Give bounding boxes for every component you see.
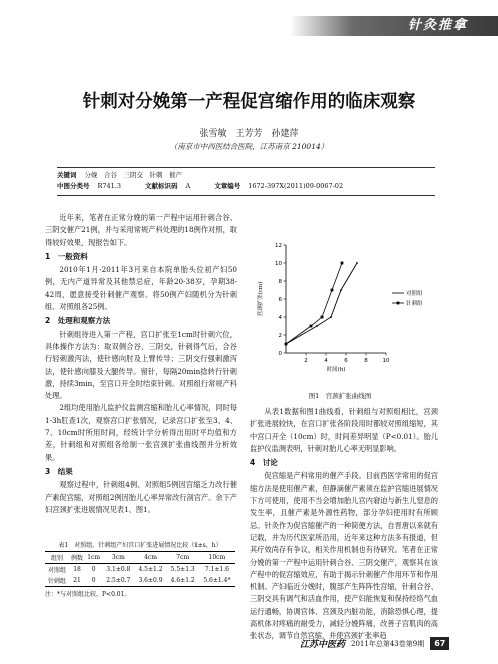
x-tick-label: 6 (344, 358, 348, 364)
y-tick-label: 0 (278, 351, 282, 357)
x-tick-label: 10 (382, 358, 390, 364)
data-point (331, 289, 334, 292)
table-cell: 7.1±1.6 (204, 566, 229, 573)
meta-bottom-rule (57, 195, 435, 196)
figure-caption: 图1 宫颈扩张曲线图 (308, 392, 372, 400)
data-point (356, 262, 358, 264)
data-point (330, 316, 332, 318)
legend-label: 针刺组 (406, 301, 423, 307)
keywords-row (57, 170, 437, 181)
general-data-paragraph: 2010年1月-2011年3月来自本院单胎头位初产妇50例，无内产道异常及其他禁忌症，年龄20-38岁，孕期38-42周，愿意接受针刺催产观察。将50例产妇随机分为针刺组、对照组各25例。 (45, 265, 237, 312)
table-body (45, 551, 235, 587)
table-cell: 5.6±1.4* (203, 577, 231, 584)
table-header-cell: 组别 (51, 555, 64, 562)
table-header-cell: 7cm (176, 554, 190, 561)
article-no-value: 1672-397X(2011)09-0067-02 (248, 182, 344, 190)
banner-title: 针灸推拿 (407, 18, 468, 33)
page-footer (300, 637, 449, 650)
clc-label: 中图分类号 (57, 182, 90, 190)
table-cell: 5.5±1.3 (170, 566, 195, 573)
table-cell: 3.6±0.9 (138, 577, 163, 584)
y-axis-label: 宫颈扩张(cm) (258, 281, 264, 317)
y-tick-label: 12 (275, 243, 282, 249)
data-point (310, 325, 313, 328)
table-cell: 3.1±0.8 (106, 566, 131, 573)
table-cell: 21 (73, 577, 81, 584)
article-authors: 张雪敏 王芳芳 孙建萍 (199, 129, 299, 139)
table-cell: 2.5±0.7 (106, 577, 131, 584)
x-tick-label: 2 (304, 358, 308, 364)
table-header-cell: 10cm (208, 554, 226, 561)
y-tick-label: 6 (278, 297, 282, 303)
table-header-cell: 例数 (71, 555, 84, 562)
meta-top-rule (57, 167, 435, 168)
data-point (341, 262, 344, 265)
article-title: 针刺对分娩第一产程促宫缩作用的临床观察 (82, 92, 416, 112)
x-tick-label: 8 (364, 358, 368, 364)
y-tick-label: 2 (278, 333, 282, 339)
table-row (45, 564, 235, 576)
legend-marker (397, 302, 400, 305)
table-row (45, 575, 235, 587)
results-paragraph: 观察过程中，针刺组4例、对照组5例因宫缩乏力改行催产素促宫缩，对照组2例因胎儿心率异常改行剖宫产。余下产妇宫颈扩张进展情况见表1、图1。 (45, 480, 237, 514)
table-cell: 0 (91, 566, 96, 573)
results-discussion-paragraph: 从表1数据和图1曲线看，针刺组与对照组相比，宫颈扩张进展较快，在宫口扩张各阶段用时都较对照组缩短，其中宫口开全（10cm）时，时间差异明显（P<0.01）。胎儿监护仪监测表明，针刺对胎儿心率无明显影响。 (250, 407, 438, 453)
data-point (285, 343, 288, 346)
data-point (316, 325, 318, 327)
article-affiliation: （南京市中西医结合医院，江苏南京 210014） (169, 142, 329, 151)
legend-label: 对照组 (406, 291, 423, 297)
journal-name: 江苏中医药 (300, 640, 346, 650)
results-table (45, 540, 235, 598)
keywords-label: 关键词 (57, 171, 77, 179)
doc-code-value: A (185, 182, 191, 190)
table-cell: 0 (91, 577, 96, 584)
heading-general-data: 1 一般资料 (45, 251, 88, 261)
data-point (321, 316, 324, 319)
section-banner (0, 10, 498, 44)
x-axis-label: 时间(h) (326, 367, 346, 373)
table-cell: 18 (73, 566, 81, 573)
y-tick-label: 8 (278, 279, 282, 285)
right-column (250, 406, 438, 643)
table-header-row (45, 552, 235, 564)
y-tick-label: 10 (275, 261, 282, 267)
clc-value: R741.3 (97, 182, 122, 190)
heading-discussion: 4 讨论 (250, 458, 278, 468)
table-cell: 针刺组 (48, 578, 67, 585)
table-header-cell: 3cm (111, 554, 125, 561)
classification-row (57, 181, 437, 192)
doc-code-label: 文献标识码 (145, 182, 178, 190)
journal-issue: 2011年总第43卷第9期 (351, 639, 425, 648)
x-tick-label: 4 (324, 358, 328, 364)
discussion-paragraph: 促宫缩是产科常用的催产手段。目前西医学常用的促宫缩方法是使用催产素，但静滴催产素须在监护宫缩进展情况下方可使用，使用不当会增加胎儿宫内窘迫与新生儿窒息的发生率，且催产素是外源性药物，部分孕妇使用时有所顾忌。针灸作为促宫缩催产的一种简便方法，自晋唐以来就有记载，并为历代医家所沿用，近年来这种方法多有报道，但其疗效尚存有争议，相关作用机制也有待研究。笔者在正常分娩的第一产程中运用针刺合谷、三阴交催产，观察其在该产程中的促宫缩效应，有助于揭示针刺催产作用环节和作用机制。产妇临近分娩时，腹部产生阵阵性宫缩，针刺合谷、三阴交具有调气和活血作用，使产妇能恢复和保持经络气血运行通畅，协调宫体、宫颈及内脏功能，消除恐惧心理，提高机体对疼痛的耐受力，减轻分娩阵痛，改善子宫肌肉的高张状态，调节自然宫缩，并使宫颈扩张率趋 (250, 471, 438, 641)
keywords-value: 分娩 合谷 三阴交 针刺 催产 (84, 171, 182, 179)
article-meta (57, 170, 437, 192)
dilation-chart (250, 237, 430, 387)
table-caption: 表1 对照组、针刺组产妇宫口扩张进展情况比较（x̄±s，h） (58, 542, 222, 549)
table-note: 注：*与对照组比较，P<0.01。 (45, 591, 131, 598)
dilation-figure (250, 237, 430, 387)
series-line-0 (286, 263, 357, 344)
table-cell: 对照组 (48, 567, 67, 574)
table-cell: 4.6±1.2 (170, 577, 195, 584)
heading-results: 3 结果 (45, 466, 73, 476)
y-tick-label: 4 (278, 315, 282, 321)
table-header-cell: 1cm (87, 554, 101, 561)
heading-methods: 2 处理和观察方法 (45, 316, 111, 326)
intro-paragraph: 近年来，笔者在正常分娩的第一产程中运用针刺合谷、三阴交催产21例，并与采用常规产科处理的18例作对照，取得较好效果，现报告如下。 (45, 213, 237, 247)
data-point (340, 289, 342, 291)
left-column (45, 212, 237, 516)
table-header-cell: 4cm (144, 554, 157, 561)
methods-paragraph-2: 2组均使用胎儿监护仪监测宫缩和胎儿心率情况，同时每1-3h肛查1次，观察宫口扩张情况，记录宫口扩张至3、4、7、10cm时所用时间，经统计学分析得出用时平均值和方差，针刺组和对照组各给制一张宫颈扩张曲线图并分析效果。 (45, 403, 237, 462)
methods-paragraph-1: 针刺组待进入第一产程，宫口扩张至1cm时针刺穴位，具体操作方法为：取双侧合谷、三阴交，针刺得气后，合谷行轻刺激泻法，使针感向肘及上臂传导；三阴交行强刺激泻法，使针感向膝及大腿传导。留针，每隔20min捻转行针刺激，持续3min，至宫口开全时结束针刺。对照组行常规产科处理。 (45, 329, 237, 401)
page-number: 67 (430, 637, 449, 650)
table-cell: 4.5±1.2 (138, 566, 163, 573)
article-no-label: 文章编号 (214, 182, 241, 190)
series-line-1 (286, 263, 342, 344)
